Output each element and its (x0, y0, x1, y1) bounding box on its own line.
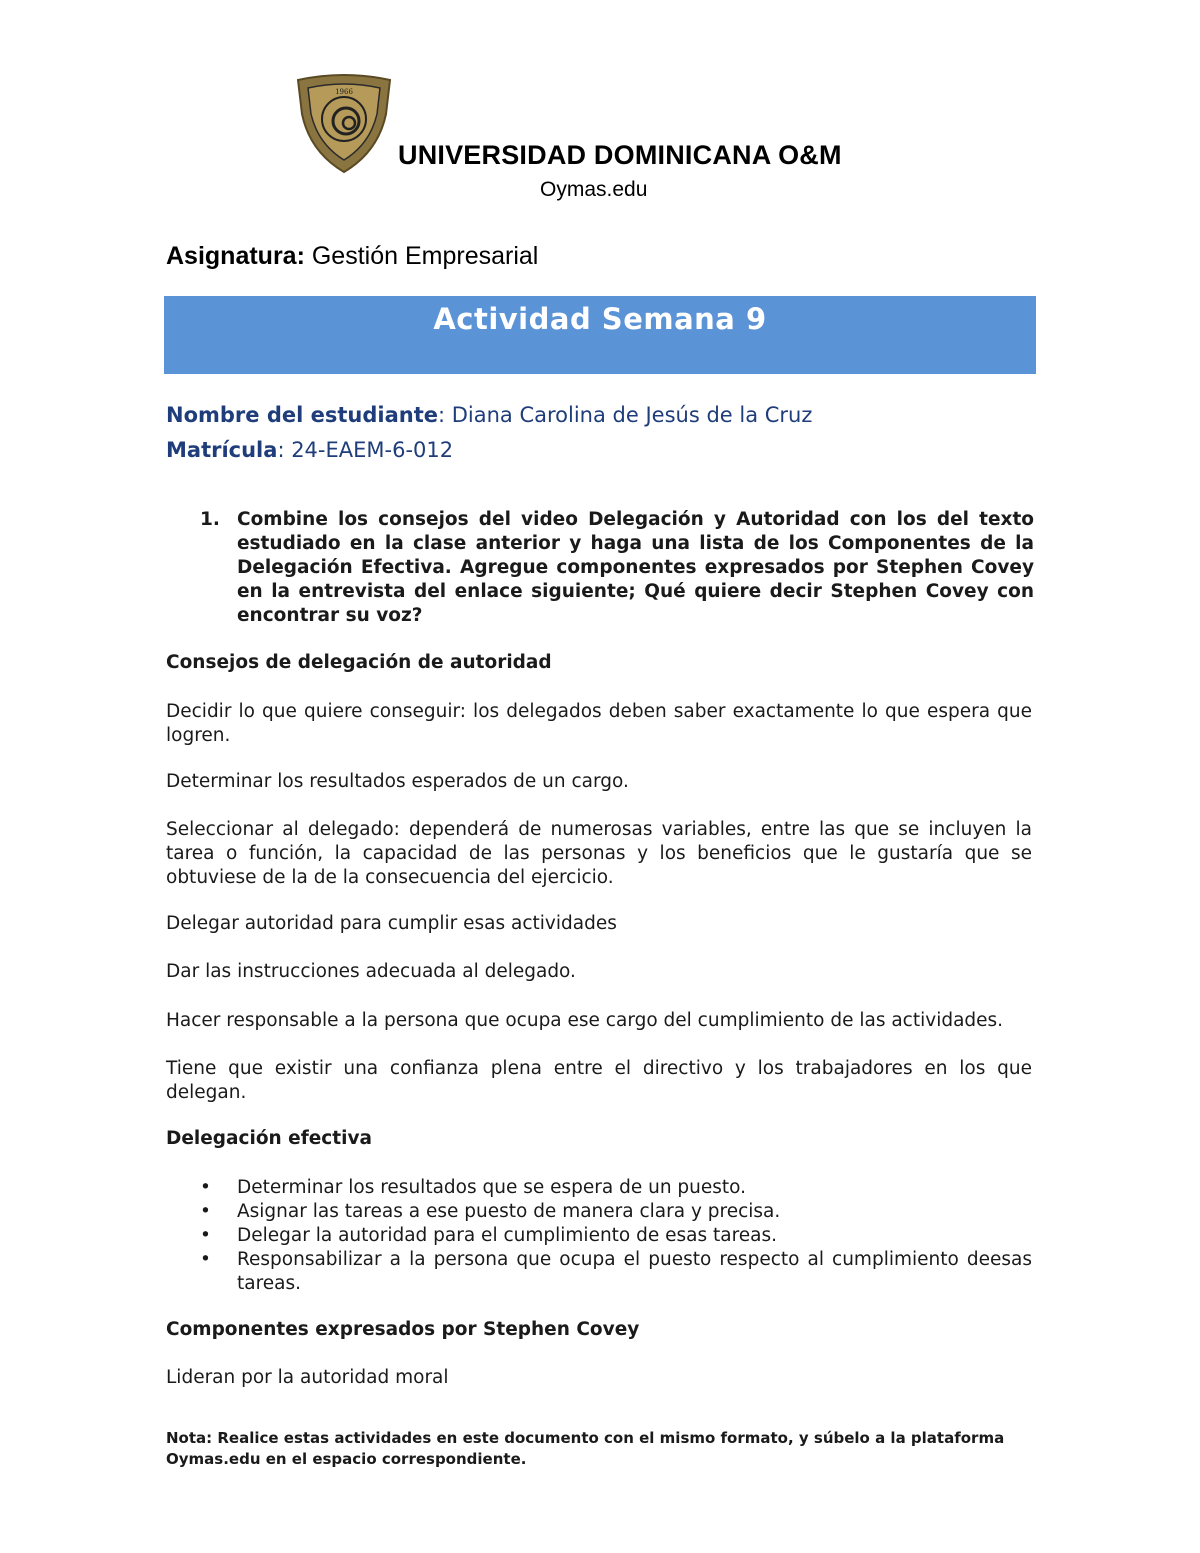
list-item-text: Delegar la autoridad para el cumplimiento de esas tareas. (237, 1225, 778, 1246)
bullet-icon: • (200, 1201, 211, 1222)
paragraph: Lideran por la autoridad moral (166, 1367, 449, 1388)
subject-line (166, 242, 538, 271)
student-name-value: : Diana Carolina de Jesús de la Cruz (437, 403, 813, 427)
paragraph: Decidir lo que quiere conseguir: los delegados deben saber exactamente lo que espera que logren. (166, 701, 1032, 746)
university-name: UNIVERSIDAD DOMINICANA O&M (398, 140, 842, 170)
question-item (166, 508, 1034, 628)
list-item-text: Responsabilizar a la persona que ocupa el puesto respecto al cumplimiento deesas tareas. (237, 1249, 1032, 1294)
question-number: 1. (200, 509, 220, 530)
list-item (166, 1224, 1032, 1248)
student-id-label: Matrícula (166, 438, 278, 462)
paragraph: Seleccionar al delegado: dependerá de numerosas variables, entre las que se incluyen la tarea o función, la capacidad de las personas y los beneficios que le gustaría que se obtuviese de la de la consecuencia del ejercicio. (166, 819, 1032, 888)
list-item-text: Determinar los resultados que se espera de un puesto. (237, 1177, 747, 1198)
student-id-value: : 24-EAEM-6-012 (277, 438, 454, 462)
footer-note: Nota: Realice estas actividades en este documento con el mismo formato, y súbelo a la plataforma Oymas.edu en el espacio correspondiente. (166, 1429, 1005, 1468)
paragraph: Hacer responsable a la persona que ocupa ese cargo del cumplimiento de las actividades. (166, 1010, 1004, 1031)
bullet-list (166, 1176, 1032, 1296)
student-id-line (166, 438, 453, 462)
bullet-icon: • (200, 1225, 211, 1246)
bullet-icon: • (200, 1249, 211, 1270)
list-item (166, 1200, 1032, 1224)
subject-label: Asignatura: (166, 242, 305, 270)
question-text: Combine los consejos del video Delegación y Autoridad con los del texto estudiado en la clase anterior y haga una lista de los Componentes de la Delegación Efectiva. Agregue componentes expresados por Stephen Covey en la entrevista del enlace siguiente; Qué quiere decir Stephen Covey con encontrar su voz? (237, 509, 1034, 626)
paragraph: Determinar los resultados esperados de un cargo. (166, 771, 629, 792)
paragraph: Dar las instrucciones adecuada al delegado. (166, 961, 576, 982)
list-item (166, 1176, 1032, 1200)
section-heading-delegacion-efectiva: Delegación efectiva (166, 1128, 372, 1149)
section-heading-consejos: Consejos de delegación de autoridad (166, 652, 552, 673)
section-heading-covey: Componentes expresados por Stephen Covey (166, 1319, 640, 1340)
bullet-icon: • (200, 1177, 211, 1198)
university-site: Oymas.edu (540, 178, 648, 201)
paragraph: Delegar autoridad para cumplir esas actividades (166, 913, 617, 934)
university-seal-logo (294, 74, 394, 174)
paragraph: Tiene que existir una confianza plena entre el directivo y los trabajadores en los que delegan. (166, 1058, 1032, 1103)
student-name-line (166, 403, 812, 427)
subject-value: Gestión Empresarial (311, 242, 539, 270)
student-name-label: Nombre del estudiante (166, 403, 438, 427)
seal-year: 1966 (335, 88, 353, 96)
list-item (166, 1248, 1032, 1296)
list-item-text: Asignar las tareas a ese puesto de manera clara y precisa. (237, 1201, 781, 1222)
activity-title: Actividad Semana 9 (433, 302, 767, 336)
